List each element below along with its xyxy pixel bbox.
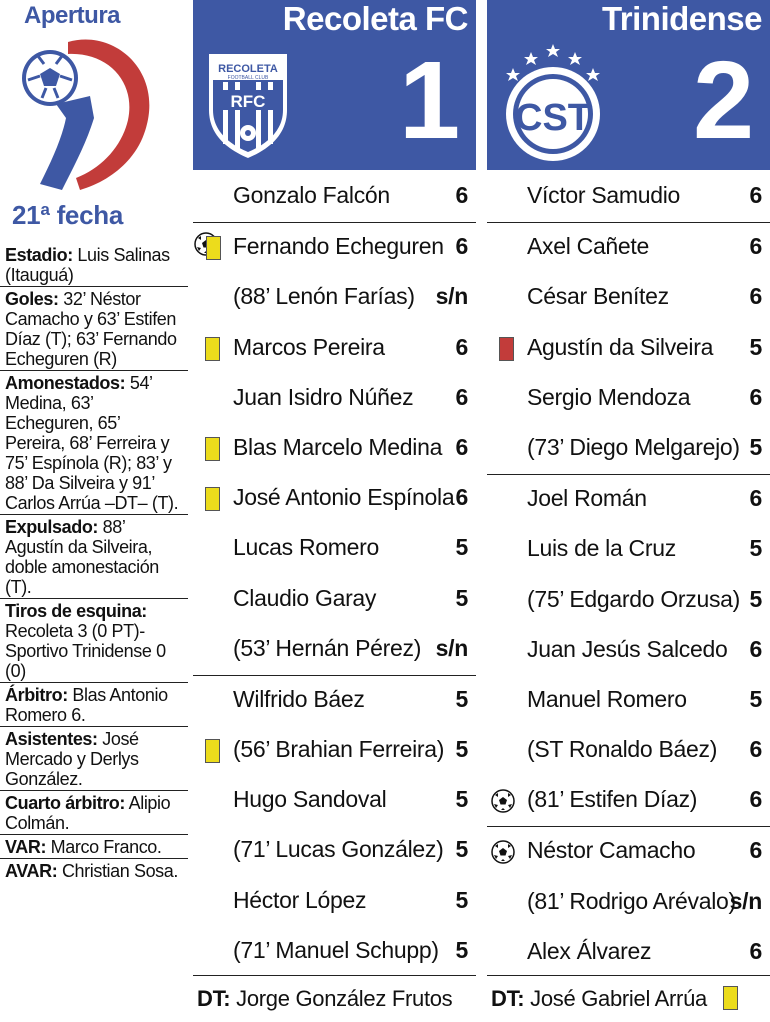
info-text: Christian Sosa. (61, 861, 178, 881)
player-name: Alex Álvarez (527, 937, 652, 964)
player-rating: 5 (455, 685, 468, 712)
away-team-name: Trinidense (601, 0, 762, 37)
player-row (487, 474, 770, 525)
player-rating: 5 (749, 333, 762, 360)
player-row (193, 675, 476, 726)
player-row (487, 273, 770, 323)
away-team-score: 2 (693, 39, 755, 162)
player-name: Néstor Camacho (527, 837, 696, 864)
info-block (0, 598, 188, 682)
player-rating: 6 (749, 182, 762, 208)
info-text: Luis Salinas (Itauguá) (5, 245, 170, 285)
player-name: Juan Jesús Salcedo (527, 635, 728, 662)
info-label: Amonestados: (5, 373, 126, 393)
goal-ball-icon (491, 789, 513, 813)
player-name: Hugo Sandoval (233, 786, 387, 813)
player-name: (88’ Lenón Farías) (233, 283, 415, 310)
trinidense-crest-icon (503, 40, 603, 164)
player-rating: 6 (749, 283, 762, 310)
player-rating: 6 (749, 786, 762, 813)
home-roster (193, 172, 476, 977)
home-coach-label: DT: (197, 986, 231, 1011)
home-coach (193, 975, 476, 1022)
player-row (193, 575, 476, 625)
player-row (193, 826, 476, 876)
info-label: Tiros de esquina: (5, 601, 147, 621)
info-label: AVAR: (5, 861, 58, 881)
recoleta-crest-icon (205, 50, 291, 160)
player-row (193, 474, 476, 524)
info-label: Asistentes: (5, 729, 98, 749)
info-block (0, 243, 188, 286)
red-card-icon (491, 337, 513, 361)
info-label: VAR: (5, 837, 47, 857)
player-rating: 5 (455, 836, 468, 863)
player-rating: 5 (455, 534, 468, 561)
player-rating: s/n (435, 634, 468, 661)
player-rating: s/n (729, 887, 762, 914)
player-rating: 5 (455, 584, 468, 611)
player-rating: 6 (749, 233, 762, 260)
player-rating: 6 (455, 383, 468, 410)
player-row (487, 222, 770, 273)
info-block (0, 790, 188, 834)
player-row (487, 826, 770, 877)
player-row (487, 928, 770, 978)
info-text: Marco Franco. (50, 837, 162, 857)
info-block (0, 682, 188, 726)
player-name: Manuel Romero (527, 685, 687, 712)
player-rating: 5 (749, 535, 762, 562)
player-name: Axel Cañete (527, 233, 649, 260)
player-row (193, 776, 476, 826)
player-rating: 6 (749, 383, 762, 410)
player-name: (71’ Lucas González) (233, 836, 444, 863)
away-coach-name: José Gabriel Arrúa (530, 986, 707, 1011)
info-text: 54’ Medina, 63’ Echeguren, 65’ Pereira, 68’ Ferreira y 75’ Espínola (R); 83’ y 88’ Da Silveira y 91’ Carlos Arrúa –DT– (T). (5, 373, 179, 513)
round-label: 21ª fecha (12, 200, 123, 230)
player-name: César Benítez (527, 283, 669, 310)
player-row (487, 878, 770, 928)
away-roster (487, 172, 770, 978)
match-info-column (0, 0, 190, 1021)
player-name: Gonzalo Falcón (233, 182, 390, 208)
player-name: (53’ Hernán Pérez) (233, 634, 422, 661)
info-text: Alipio Colmán. (5, 793, 171, 833)
player-row (487, 676, 770, 726)
player-rating: 6 (455, 333, 468, 360)
player-row (193, 374, 476, 424)
player-row (487, 626, 770, 676)
player-rating: 5 (749, 685, 762, 712)
match-details (0, 243, 188, 882)
info-block (0, 370, 188, 514)
svg-text:RECOLETA: RECOLETA (218, 63, 278, 75)
info-label: Cuarto árbitro: (5, 793, 126, 813)
player-row (193, 324, 476, 374)
yellow-card-icon (197, 739, 219, 763)
info-text: 88’ Agustín da Silveira, doble amonestación (T). (5, 517, 159, 597)
home-coach-name: Jorge González Frutos (236, 986, 453, 1011)
player-name: Héctor López (233, 886, 367, 913)
yellow-card-icon (723, 986, 738, 1010)
player-rating: 6 (455, 433, 468, 460)
player-name: José Antonio Espínola (233, 484, 455, 511)
player-name: Víctor Samudio (527, 182, 681, 208)
player-name: (81’ Rodrigo Arévalo) (527, 887, 736, 914)
player-name: Fernando Echeguren (233, 233, 444, 260)
player-row (487, 776, 770, 826)
player-row (487, 172, 770, 222)
player-name: Sergio Mendoza (527, 383, 691, 410)
player-name: Joel Román (527, 485, 647, 512)
player-rating: 5 (749, 433, 762, 460)
away-coach (487, 975, 770, 1022)
player-name: Claudio Garay (233, 584, 377, 611)
info-text: Recoleta 3 (0 PT)-Sportivo Trinidense 0 (0) (5, 621, 166, 681)
player-row (193, 273, 476, 323)
svg-text:CST: CST (515, 97, 591, 139)
competition-title: Apertura (24, 2, 121, 29)
player-rating: 6 (455, 484, 468, 511)
player-rating: 6 (749, 736, 762, 763)
info-label: Goles: (5, 289, 59, 309)
home-team-header (193, 0, 476, 170)
player-rating: 5 (455, 936, 468, 963)
player-row (487, 374, 770, 424)
player-row (487, 424, 770, 474)
player-name: (56’ Brahian Ferreira) (233, 736, 445, 763)
player-name: Blas Marcelo Medina (233, 433, 443, 460)
info-block (0, 726, 188, 790)
info-block (0, 514, 188, 598)
player-row (487, 324, 770, 374)
player-row (193, 927, 476, 977)
info-text: José Mercado y Derlys González. (5, 729, 139, 789)
player-rating: 6 (749, 485, 762, 512)
player-rating: s/n (435, 283, 468, 310)
home-team-score: 1 (399, 39, 461, 162)
player-name: Juan Isidro Núñez (233, 383, 414, 410)
player-rating: 5 (749, 585, 762, 612)
player-rating: 6 (749, 635, 762, 662)
away-coach-label: DT: (491, 986, 525, 1011)
player-row (487, 726, 770, 776)
home-team-name: Recoleta FC (282, 0, 468, 37)
player-row (487, 525, 770, 575)
player-row (193, 172, 476, 222)
player-rating: 6 (749, 837, 762, 864)
player-rating: 5 (455, 786, 468, 813)
svg-text:RFC: RFC (230, 92, 266, 111)
player-name: (81’ Estifen Díaz) (527, 786, 698, 813)
info-text: 32’ Néstor Camacho y 63’ Estifen Díaz (T); 63’ Fernando Echeguren (R) (5, 289, 177, 369)
player-name: Luis de la Cruz (527, 535, 676, 562)
yellow-card-icon (197, 437, 219, 461)
player-row (193, 625, 476, 675)
info-block (0, 834, 188, 858)
player-name: Wilfrido Báez (233, 685, 365, 712)
tournament-logo-icon (16, 34, 156, 200)
svg-text:FOOTBALL CLUB: FOOTBALL CLUB (227, 75, 269, 81)
yellow-card-icon (197, 487, 219, 511)
goal-ball-icon (491, 840, 513, 864)
player-name: (73’ Diego Melgarejo) (527, 433, 740, 460)
info-label: Estadio: (5, 245, 73, 265)
away-team-header (487, 0, 770, 170)
info-block (0, 286, 188, 370)
info-block (0, 858, 188, 882)
player-name: (75’ Edgardo Orzusa) (527, 585, 741, 612)
info-text: Blas Antonio Romero 6. (5, 685, 168, 725)
info-label: Expulsado: (5, 517, 99, 537)
info-label: Árbitro: (5, 685, 68, 705)
yellow-card-icon (197, 337, 219, 361)
player-rating: 5 (455, 886, 468, 913)
player-name: Marcos Pereira (233, 333, 385, 360)
player-row (193, 424, 476, 474)
player-row (193, 877, 476, 927)
player-name: (71’ Manuel Schupp) (233, 936, 439, 963)
goal-ball-and-yellow-card-icon (194, 236, 230, 260)
player-rating: 5 (455, 736, 468, 763)
player-rating: 6 (455, 233, 468, 260)
player-name: (ST Ronaldo Báez) (527, 736, 718, 763)
player-rating: 6 (749, 937, 762, 964)
player-name: Agustín da Silveira (527, 333, 714, 360)
player-row (193, 726, 476, 776)
player-row (193, 524, 476, 574)
player-name: Lucas Romero (233, 534, 379, 561)
player-row (487, 576, 770, 626)
player-rating: 6 (455, 182, 468, 208)
player-row (193, 222, 476, 273)
